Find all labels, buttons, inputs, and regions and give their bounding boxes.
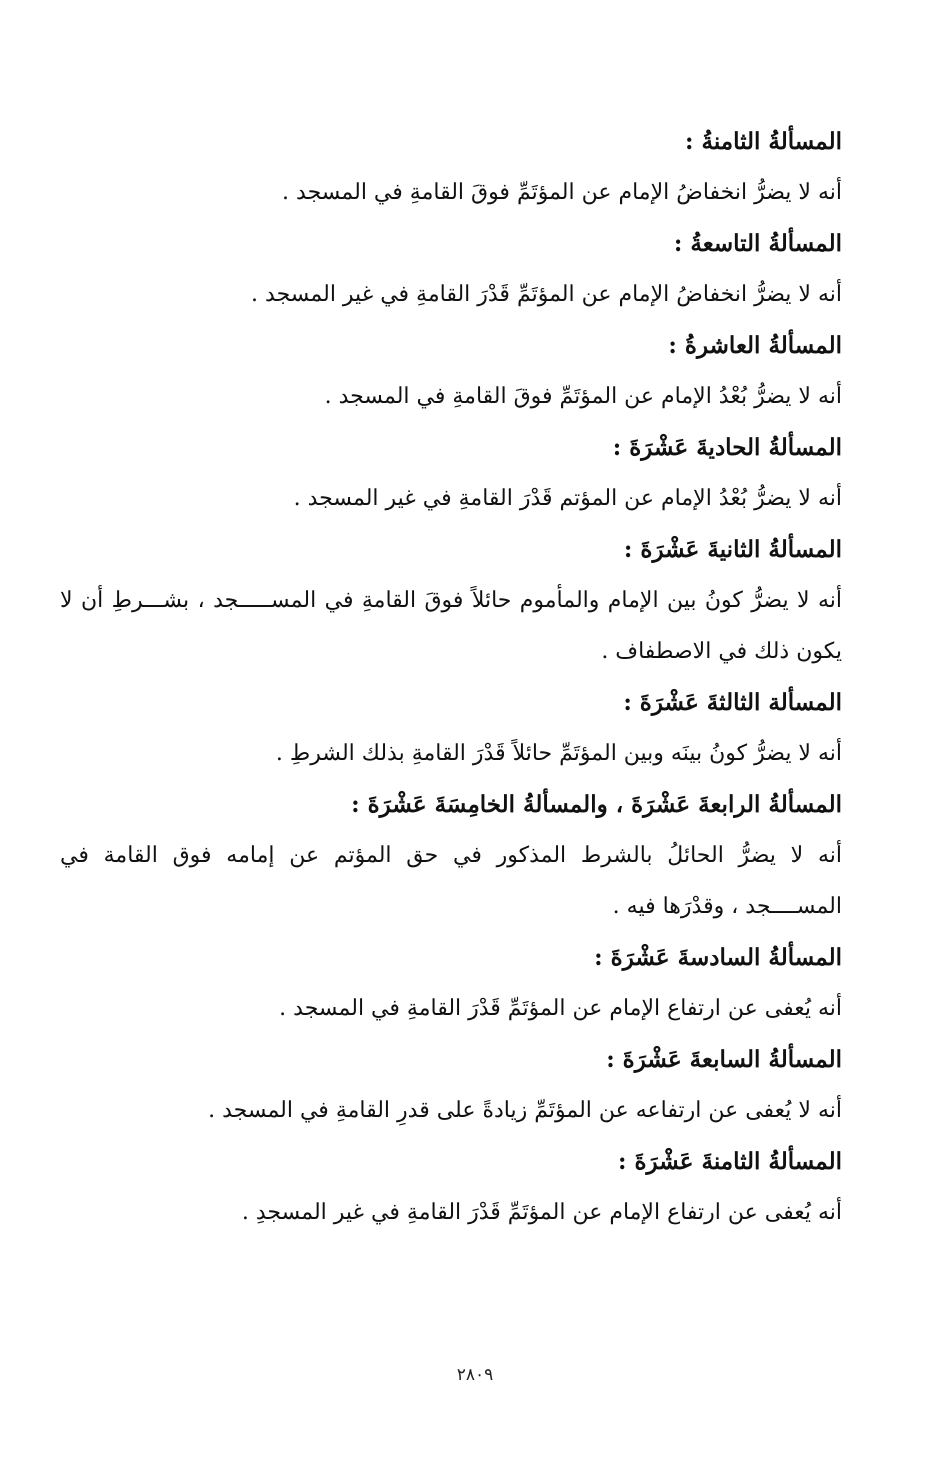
section-heading: المسألةُ الرابعةَ عَشْرَةَ ، والمسألةُ الخامِسَةَ عَشْرَةَ : [351, 791, 842, 818]
page-text [60, 116, 842, 1238]
section-body: أنه لا يضرُّ كونُ بين الإمام والمأموم حائلاً فوقَ القامةِ في المســـــجد ، بشـــرطِ أن لا يكون ذلك في الاصطفاف . [60, 588, 842, 664]
section-heading: المسألةُ الحاديةَ عَشْرَةَ : [612, 434, 842, 461]
section-body: أنه لا يضرُّ بُعْدُ الإمام عن المؤتم قَدْرَ القامةِ في غير المسجد . [293, 486, 842, 511]
section-heading: المسألةُ الثانيةَ عَشْرَةَ : [623, 536, 842, 563]
section-body: أنه لا يضرُّ بُعْدُ الإمام عن المؤتَمِّ فوقَ القامةِ في المسجد . [324, 384, 842, 409]
section-heading: المسألةُ السابعةَ عَشْرَةَ : [606, 1046, 842, 1073]
section-body: أنه لا يضرُّ انخفاضُ الإمام عن المؤتَمِّ قَدْرَ القامةِ في غير المسجد . [251, 282, 842, 307]
section-body: أنه لا يضرُّ انخفاضُ الإمام عن المؤتَمِّ فوقَ القامةِ في المسجد . [282, 180, 842, 205]
section-heading: المسألةُ الثامنةُ : [684, 128, 842, 155]
section-heading: المسألةُ العاشرةُ : [668, 332, 842, 359]
section-body: أنه يُعفى عن ارتفاع الإمام عن المؤتَمِّ قَدْرَ القامةِ في المسجد . [279, 996, 842, 1021]
section-body: أنه لا يُعفى عن ارتفاعه عن المؤتَمِّ زيادةً على قدرِ القامةِ في المسجد . [208, 1098, 842, 1123]
section-heading: المسألة الثالثةَ عَشْرَةَ : [623, 689, 842, 716]
section-body: أنه لا يضرُّ كونُ بينَه وبين المؤتَمِّ حائلاً قَدْرَ القامةِ بذلك الشرطِ . [275, 741, 842, 766]
section-heading: المسألةُ التاسعةُ : [673, 230, 842, 257]
section-heading: المسألةُ الثامنةَ عَشْرَةَ : [618, 1148, 842, 1175]
page-number: ٢٨٠٩ [456, 1365, 494, 1385]
section-body: أنه لا يضرُّ الحائلُ بالشرط المذكور في حق المؤتم عن إمامه فوق القامة في المســــجد ، وقدْرَها فيه . [60, 843, 842, 919]
section-heading: المسألةُ السادسةَ عَشْرَةَ : [594, 944, 842, 971]
section-body: أنه يُعفى عن ارتفاع الإمام عن المؤتَمِّ قَدْرَ القامةِ في غير المسجدِ . [241, 1200, 842, 1225]
